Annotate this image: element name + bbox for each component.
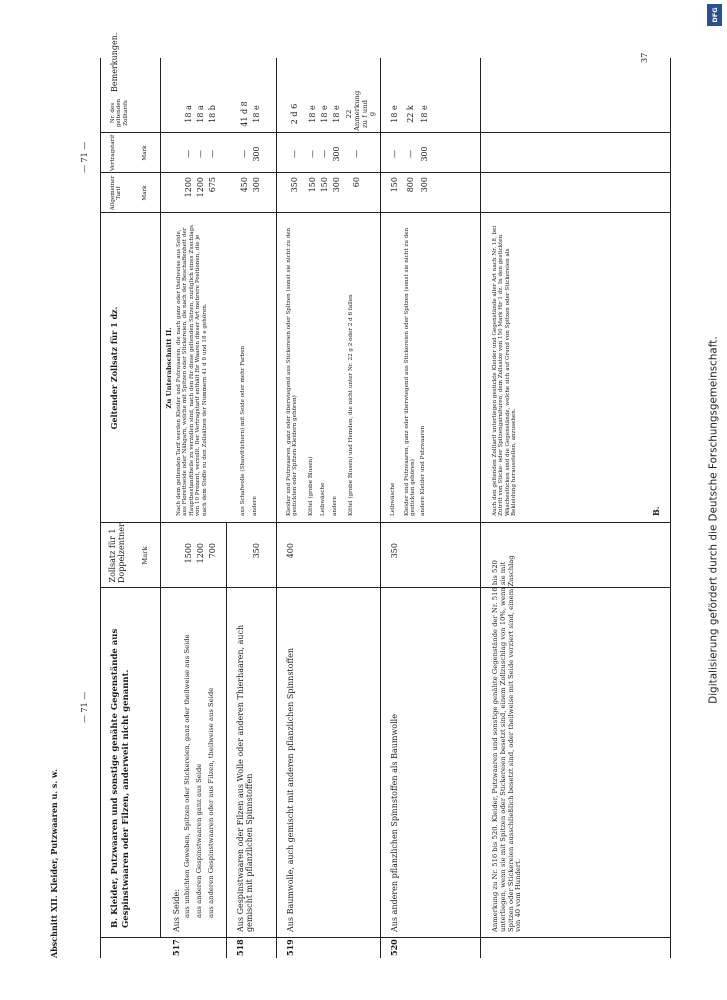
r517-vertr-1: — [184,150,193,158]
r517-allg-2: 1200 [196,177,205,198]
r520-allg-3: 300 [420,177,429,193]
r518-vertr-2: 300 [252,146,261,162]
r519-tarif-3: 18 e [320,105,329,123]
rate-unit: Mark [141,546,149,565]
footnote: Anmerkung zu Nr. 516 bis 520. Kleider, Putzwaaren und sonstige genähte Gegenstände der Nr. 516 bis 520 unterliegen, wenn sie mit Spitzen oder Stickereien besetzt sind, einem Zollzuschlag von 10%, wenn sie mit Spitzen oder Stickereien ausschließlich besetzt sind, oder theilweise mit Seide verziert sind, einem Zuschlag von 40 vom Hundert. [491,555,523,932]
r517-allg-1: 1200 [184,177,193,198]
r518-entry-1: aus Schafwolle (Shawltüchern) mit Seide oder mehr Farben [240,345,246,516]
digitization-note: Digitalisierung gefördert durch die Deutsche Forschungsgemeinschaft. [708,336,720,704]
vertr-column-rule [100,172,670,173]
footnote-right: Auch den geltenden Zolltarif unterliegen gestickte Kleider und Gegenstände aller Art nach Nr. 18, bei Zutritt von Sticke- oder Spitzengarnituren, dem Zollsatze von 150 Mark für 1 dz. In den gestickten Wäschestücken sind die Gegenstände, welche sich auf Grund von Spitzen oder Stickereien als Bekleidung herausstellen, anzusehen. [492,225,518,516]
r519-allg-3: 150 [320,177,329,193]
header-rule [160,58,161,938]
row-517-rate-2: 1200 [196,543,205,564]
vertr-header: Vertragstarif [110,134,116,172]
r520-allg-1: 150 [390,177,399,193]
r517-tarif-1: 18 a [184,105,193,123]
r518-allg-2: 300 [252,177,261,193]
running-head: Abschnitt XII. Kleider, Putzwaaren u. s. w. [49,769,59,958]
center-divider [100,522,670,523]
section-title [110,598,132,928]
r519-entry-1: Kleider und Putzwaaren, ganz oder überwiegend aus Stickereien oder Spitzen (sonst sie nicht zu den gestickten oder Spitzen-Kleidern gehören) [286,227,299,516]
row-519-rate: 400 [286,543,295,559]
top-rule [100,58,101,958]
row-519-label: Aus Baumwolle, auch gemischt mit anderen pflanzlichen Spinnstoffen [286,647,295,932]
r518-entry-2: andere [252,496,258,516]
row-518-rate: 350 [252,543,261,559]
r520-allg-2: 800 [406,177,415,193]
r520-entry-1: Leibwäsche [390,482,396,516]
r519-vertr-3: — [320,150,329,158]
row-517-rule [226,523,227,958]
footer-number: 37 [640,52,649,63]
section-note: Zu Unterabschnitt II. [165,327,173,409]
r520-rule [480,58,481,523]
row-517-item-1: aus unbichten Geweben, Spitzen oder Stickereien, ganz oder theilweise aus Seide [183,634,191,918]
row-518-nr: 518 [235,939,245,956]
r519-rule [380,58,381,523]
r517-vertr-2: — [196,150,205,158]
dfg-margin [701,0,727,1000]
r520-entry-2: Kleider und Putzwaaren, ganz oder überwiegend aus Stickereien oder Spitzen (sonst sie nicht zu den gestickten gehören) [404,227,417,516]
vertr-unit: Mark [142,145,148,161]
row-517-rate-1: 1500 [184,543,193,564]
r517-vertr-3: — [208,150,217,158]
r520-vertr-3: 300 [420,146,429,162]
r520-tarif-3: 18 e [420,105,429,123]
row-517-item-3: aus anderen Gespinstwaaren oder aus Filzen, theilweise aus Seide [207,687,215,918]
rate-header: Zollsatz für 1 Doppelzentner [108,523,126,583]
row-520-rate: 350 [390,543,399,559]
allg-header: Allgemeiner Tarif [110,175,123,211]
row-520-label: Aus anderen pflanzlichen Spinnstoffen als Baumwolle [390,714,399,932]
r519-allg-4: 300 [332,177,341,193]
r519-entry-5: Kittel (grobe Blusen) und Hemden, die nicht unter Nr. 22 g 2 oder 2 d 6 fallen [348,294,354,516]
r519-entry-4: andere [332,496,338,516]
r519-tarif-5: 22 Anmerkung zu f und g [345,90,377,131]
r519-allg-2: 150 [308,177,317,193]
section-letter: B. [110,917,120,928]
r519-entry-3: Leibwäsche [320,482,326,516]
r519-vertr-4: 300 [332,146,341,162]
r519-vertr-1: — [290,150,299,158]
section-note-text: Nach dem geltenden Tarif werden Kleider und Putzwaaren, die nach ganz oder theilweise aus Seide, aus Florettseide oder Nähgarn, welche mit Spitzen oder Stickereien, die nach der Beschaffenheit der Hauptbestandtheile zu verzollen sind, nach den für diese geltenden Sätzen, zuzüglich eines Zuschlags von 10 Prozent, verzollt. Der Vertragstarif enthält für Waaren dieser Art mehrere Positionen, die je nach dem Stoffe zu den Zollsätzen der Nummern 41 d 8 und 18 e gehören. [176,225,208,516]
row-517-label: Aus Seide: [172,889,181,932]
r520-vertr-1: — [390,150,399,158]
r520-vertr-2: — [406,150,415,158]
row-520-rule [480,523,481,958]
allg-column-rule [100,212,670,213]
tarif-column-rule [100,132,670,133]
row-517-rate-3: 700 [208,543,217,559]
r519-tarif-1: 2 d 6 [290,103,299,125]
nr-column-rule [100,937,670,938]
r519-tarif-4: 18 e [332,105,341,123]
row-517-item-2: aus anderen Gespinstwaaren ganz aus Seide [195,763,203,918]
r520-tarif-2: 22 k [406,105,415,123]
r519-vertr-5: — [352,150,361,158]
row-519-rule [380,523,381,958]
r517-allg-3: 675 [208,177,217,193]
r518-tarif-1: 41 d 8 [240,101,249,127]
r520-entry-3: andere Kleider und Putzwaaren [420,425,426,516]
r518-tarif-2: 18 e [252,105,261,123]
page-number-left: — 71 — [80,691,89,723]
row-518-label: Aus Gespinstwaaren oder Filzen aus Wolle oder anderen Thierhaaren, auch gemischt mit pflanzlichen Spinnstoffen [236,624,254,932]
tarif-header: Nr. des geltenden Zolltarifs [110,98,129,128]
r517-tarif-2: 18 a [196,105,205,123]
r518-allg-1: 450 [240,177,249,193]
rate-column-rule [100,587,670,588]
row-517-nr: 517 [171,939,181,956]
r519-entry-2: Kittel (grobe Blusen) [308,456,314,516]
r518-vertr-1: — [240,150,249,158]
section-letter-bottom: B. [651,506,661,516]
dfg-logo: DFG [707,4,722,26]
r520-tarif-1: 18 e [390,105,399,123]
r519-allg-5: 60 [352,177,361,188]
scanned-page [40,32,680,968]
r519-tarif-2: 18 e [308,105,317,123]
r519-allg-1: 350 [290,177,299,193]
row-520-nr: 520 [389,939,399,956]
r517-tarif-3: 18 b [208,105,217,123]
bemerkungen-header: Bemerkungen. [110,32,119,92]
geltender-header: Geltender Zollsatz für 1 dz. [109,306,119,430]
r518-rule [276,58,277,523]
bottom-rule [670,58,671,958]
section-title-text: Kleider, Putzwaaren und sonstige genähte Gegenstände aus Gespinstwaaren oder Filzen, anderweit nicht genannt. [110,628,131,928]
page-number-right: — 71 — [80,141,89,173]
r519-vertr-2: — [308,150,317,158]
allg-unit: Mark [142,185,148,201]
row-519-nr: 519 [285,939,295,956]
row-518-rule [276,523,277,958]
